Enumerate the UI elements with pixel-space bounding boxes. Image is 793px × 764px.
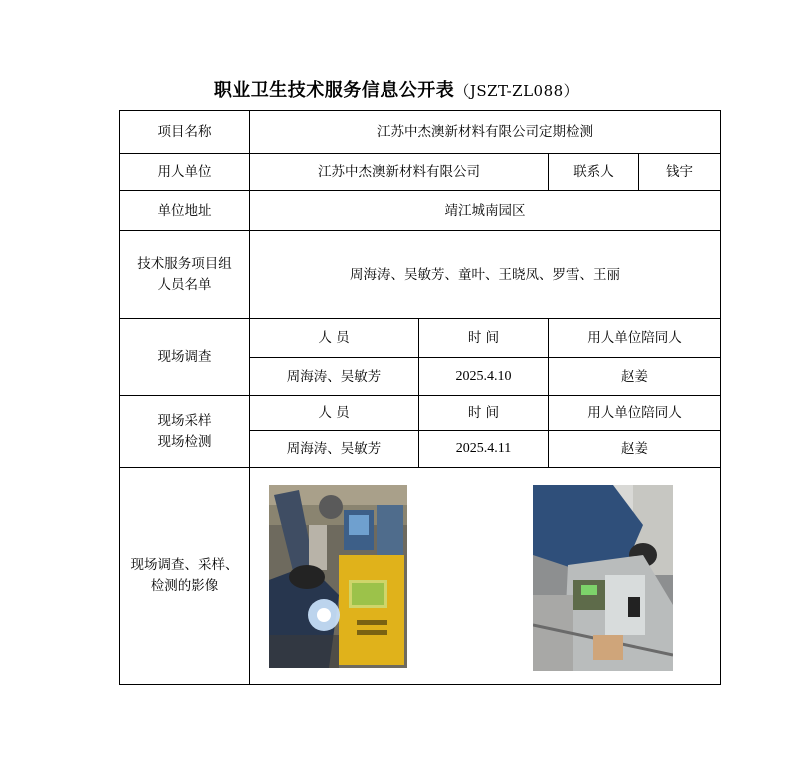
team-label-line1: 技术服务项目组 [137,255,232,272]
survey-header-escort: 用人单位陪同人 [549,319,721,358]
row-address [120,191,721,231]
sampling-escort: 赵姜 [549,431,721,468]
team-label [120,231,250,319]
sampling-header-escort: 用人单位陪同人 [549,396,721,431]
survey-header-time: 时 间 [419,319,549,358]
sampling-label-line2: 现场检测 [157,433,212,450]
row-team [120,231,721,319]
contact-value: 钱宇 [639,154,721,191]
images-label-line2: 检测的影像 [150,578,219,594]
sampling-staff: 周海涛、吴敏芳 [250,431,419,468]
team-value: 周海涛、吴敏芳、童叶、王晓凤、罗雪、王丽 [250,231,721,319]
title-code: （JSZT-ZL088） [454,82,580,100]
row-employer [120,154,721,191]
images-label-line1: 现场调查、采样、 [130,557,239,573]
survey-staff: 周海涛、吴敏芳 [250,358,419,396]
title-main: 职业卫生技术服务信息公开表 [213,80,455,101]
survey-header-staff: 人 员 [250,319,419,358]
project-name-value: 江苏中杰澳新材料有限公司定期检测 [250,111,721,154]
row-survey-header [120,319,721,358]
employer-label: 用人单位 [120,154,250,191]
employer-value: 江苏中杰澳新材料有限公司 [250,154,549,191]
row-sampling-header [120,396,721,431]
site-photo-sampling [533,485,673,671]
address-label: 单位地址 [120,191,250,231]
survey-time: 2025.4.10 [419,358,549,396]
survey-escort: 赵姜 [549,358,721,396]
address-value: 靖江城南园区 [250,191,721,231]
team-label-line2: 人员名单 [157,276,212,293]
info-table [119,110,721,685]
images-cell [250,468,721,685]
survey-label: 现场调查 [120,319,250,396]
project-name-label: 项目名称 [120,111,250,154]
sampling-label [120,396,250,468]
sampling-header-time: 时 间 [419,396,549,431]
sampling-time: 2025.4.11 [419,431,549,468]
images-label [120,468,250,685]
photo-area [250,468,720,684]
row-images [120,468,721,685]
site-photo-welding [269,485,407,668]
row-project-name [120,111,721,154]
sampling-header-staff: 人 员 [250,396,419,431]
sampling-label-line1: 现场采样 [157,412,212,429]
page-title [0,76,793,102]
contact-label: 联系人 [549,154,639,191]
